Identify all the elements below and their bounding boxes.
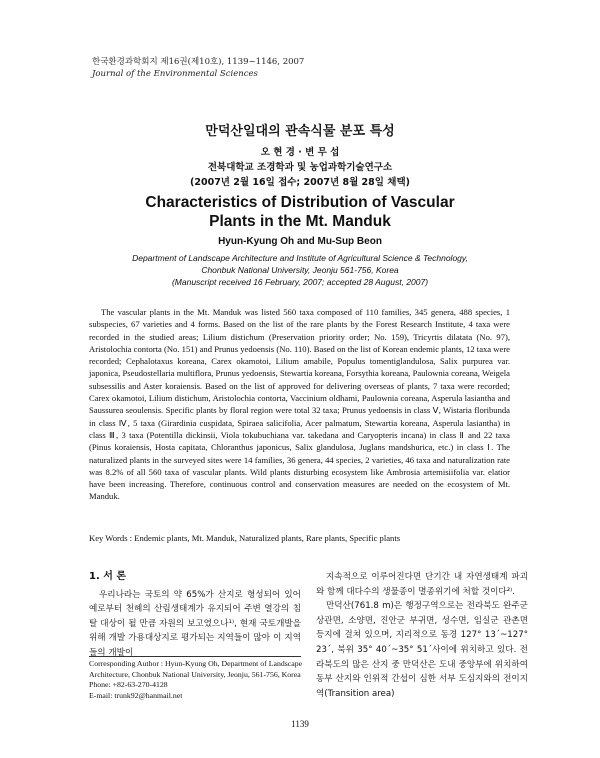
intro-paragraph-right-2: 만덕산(761.8 m)은 행정구역으로는 전라북도 완주군 상관면, 소양면, 진안군 부귀면, 성수면, 임실군 관촌면 등지에 걸쳐 있으며, 지리적으로 동경 127° 13´~127° 23´, 북위 35° 40´~35° 51´사이에 위치하고 있다. 전라북도의 많은 산지 중 만덕산은 도내 중앙부에 위치하여 동부 산지와 인위적 간섭이 심한 서부 도심지와의 전이지역(Transition area)	[316, 601, 528, 699]
journal-line-korean: 한국환경과학회지 제16권(제10호), 1139~1146, 2007	[92, 57, 305, 67]
intro-paragraph-left: 우리나라는 국토의 약 65%가 산지로 형성되어 있어 예로부터 천혜의 산림생태계가 유지되어 주변 열강의 침탈 대상이 될 만큼 자원의 보고였으나¹⁾, 현재 국토개발을 위해 개발 가용대상지로 평가되는 지역들이 많아 이 지역들의 개발이	[89, 589, 301, 658]
english-title-line2: Plants in the Mt. Manduk	[209, 213, 391, 230]
english-title-line1: Characteristics of Distribution of Vascular	[145, 194, 455, 211]
english-title	[0, 193, 600, 231]
abstract-text: The vascular plants in the Mt. Manduk was listed 560 taxa composed of 110 families, 345 genera, 488 species, 1 subspecies, 67 varieties and 4 forms. Based on the list of the rare plants by the Forest Research Institute, 4 taxa were recorded in the studied areas; Lilium distichum (Preservation priority order; No. 159), Tricyrtis dilatata (No. 97), Aristolochia contorta (No. 151) and Prunus yedoensis (No. 110). Based on the list of Korean endemic plants, 12 taxa were recorded; Cephalotaxus koreana, Carex okamotoi, Lilium amabile, Populus tomentiglandulosa, Salix purpurea var. japonica, Pseudostellaria multiflora, Prunus yedoensis, Stewartia koreana, Forsythia koreana, Paulownia coreana, Weigela subsessilis and Aster koraiensis. Based on the list of approved for delivering overseas of plants, 7 taxa were recorded; Carex okamotoi, Lilium distichum, Aristolochia contorta, Vaccinium oldhami, Paulownia coreana, Asperula lasiantha and Saussurea seoulensis. Specific plants by floral region were total 32 taxa; Prunus yedoensis in class Ⅴ, Wistaria floribunda in class Ⅳ, 5 taxa (Girardinia cuspidata, Spiraea salicifolia, Acer palmatum, Stewartia koreana, Asperula lasiantha) in class Ⅲ, 3 taxa (Potentilla dickinsii, Viola tokubuchiana var. takedana and Caryopteris incana) in class Ⅱ and 22 taxa (Pinus koraiensis, Hosta capitata, Chloranthus japonicus, Salix glandulosa, Juglans mandshurica, etc.) in class Ⅰ. The naturalized plants in the surveyed sites were 14 families, 36 genera, 44 species, 2 varieties, 46 taxa and naturalization rate was 8.2% of all 560 taxa of vascular plants. Wild plants disturbing ecosystem like Ambrosia artemisiifolia var. elatior have been increasing. Therefore, continuous control and conservation measures are needed on the ecosystem of Mt. Manduk.	[89, 307, 510, 502]
section-heading: 1. 서 론	[89, 571, 127, 582]
english-authors: Hyun-Kyung Oh and Mu-Sup Beon	[218, 236, 382, 247]
journal-line-english: Journal of the Environmental Sciences	[92, 69, 258, 79]
footnote-divider	[89, 656, 301, 657]
affiliation-line1: Department of Landscape Architecture and Institute of Agricultural Science & Technology,	[132, 253, 468, 263]
affiliation-line2: Chonbuk National University, Jeonju 561-756, Korea	[201, 265, 399, 275]
english-affiliation	[0, 252, 600, 288]
email: E-mail: trunk92@hanmail.net	[89, 690, 183, 700]
korean-authors: 오 현 경 · 변 무 섭	[260, 147, 340, 158]
left-column	[89, 570, 301, 661]
abstract	[89, 306, 510, 503]
correspondence-block	[89, 659, 303, 701]
korean-title: 만덕산일대의 관속식물 분포 특성	[205, 124, 395, 139]
korean-affiliation: 전북대학교 조경학과 및 농업과학기술연구소	[207, 162, 393, 173]
korean-dates: (2007년 2월 16일 접수; 2007년 8월 28일 채택)	[190, 177, 410, 188]
page-number: 1139	[291, 719, 309, 729]
intro-paragraph-right-1: 지속적으로 이루어진다면 단기간 내 자연생태계 파괴와 함께 대다수의 생물종이 멸종위기에 처할 것이다²⁾.	[316, 572, 528, 597]
keywords: Key Words : Endemic plants, Mt. Manduk, Naturalized plants, Rare plants, Specific plants	[89, 533, 401, 543]
journal-header	[92, 56, 304, 80]
phone: Phone: +82-63-270-4128	[89, 680, 168, 689]
manuscript-dates: (Manuscript received 16 February, 2007; accepted 28 August, 2007)	[171, 277, 429, 287]
corresponding-author: Corresponding Author : Hyun-Kyung Oh, Department of Landscape Architecture, Chonbuk National University, Jeonju, 561-756, Korea	[89, 659, 303, 679]
right-column	[316, 570, 528, 701]
